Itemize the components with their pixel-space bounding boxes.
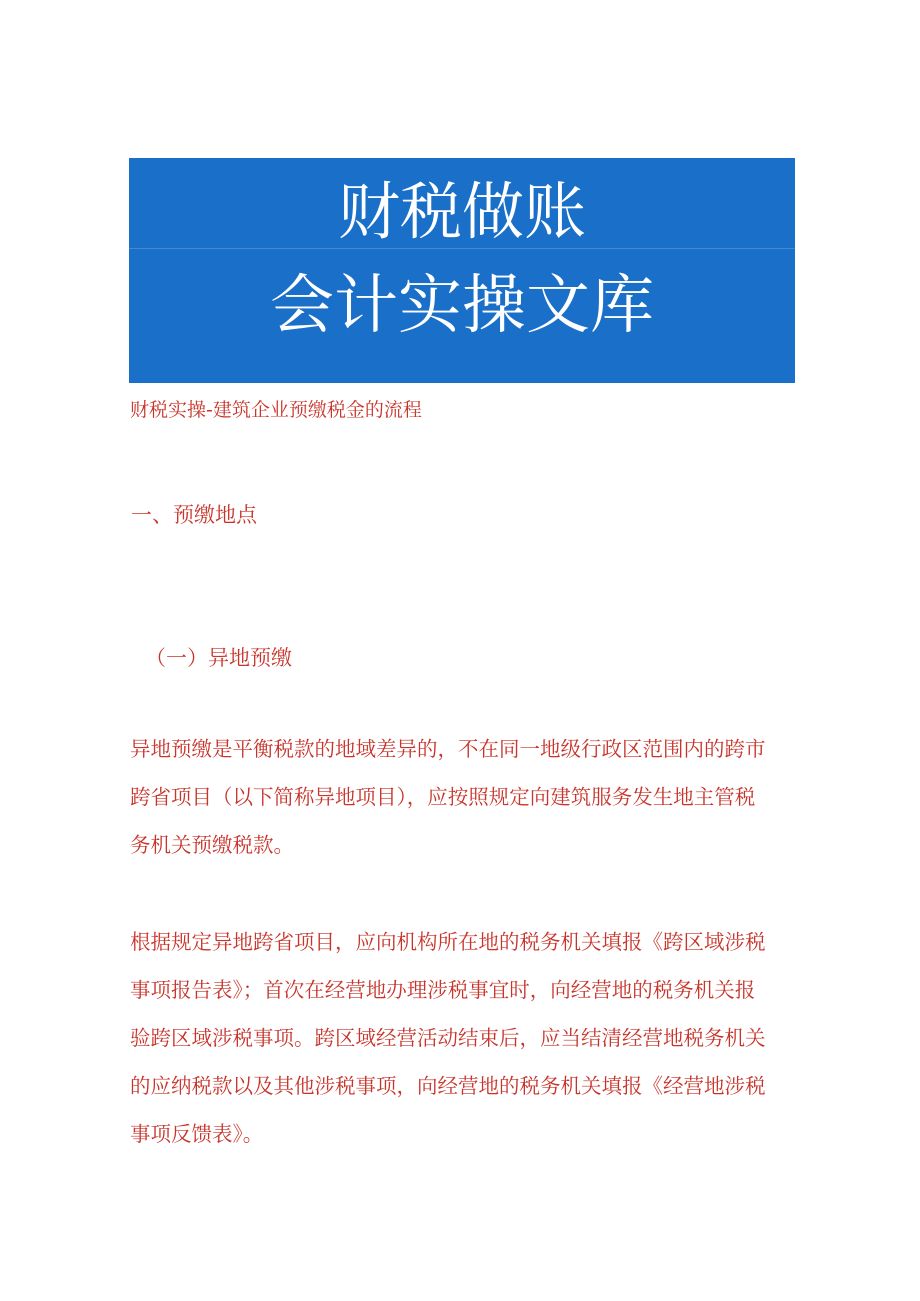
- paragraph-1-line: 跨省项目（以下简称异地项目），应按照规定向建筑服务发生地主管税: [130, 785, 756, 809]
- paragraph-2-line: 的应纳税款以及其他涉税事项，向经营地的税务机关填报《经营地涉税: [130, 1074, 766, 1098]
- banner-title-line-1: 财税做账: [337, 175, 586, 248]
- paragraph-2-line: 验跨区域涉税事项。跨区域经营活动结束后，应当结清经营地税务机关: [130, 1026, 766, 1050]
- section-heading: 一、预缴地点: [131, 503, 257, 527]
- paragraph-2-line: 根据规定异地跨省项目，应向机构所在地的税务机关填报《跨区域涉税: [130, 930, 766, 954]
- paragraph-1: [130, 725, 800, 869]
- paragraph-2-line: 事项反馈表》。: [130, 1122, 264, 1146]
- banner-title-line-2: 会计实操文库: [270, 269, 654, 343]
- title-banner: [129, 158, 795, 383]
- paragraph-2-line: 事项报告表》；首次在经营地办理涉税事宜时，向经营地的税务机关报: [130, 978, 756, 1002]
- paragraph-1-line: 务机关预缴税款。: [130, 833, 294, 857]
- subsection-heading: （一）异地预缴: [145, 646, 292, 670]
- paragraph-1-line: 异地预缴是平衡税款的地域差异的，不在同一地级行政区范围内的跨市: [130, 737, 766, 761]
- paragraph-2: [130, 918, 800, 1158]
- banner-divider: [129, 248, 795, 249]
- document-subtitle: 财税实操-建筑企业预缴税金的流程: [130, 399, 422, 421]
